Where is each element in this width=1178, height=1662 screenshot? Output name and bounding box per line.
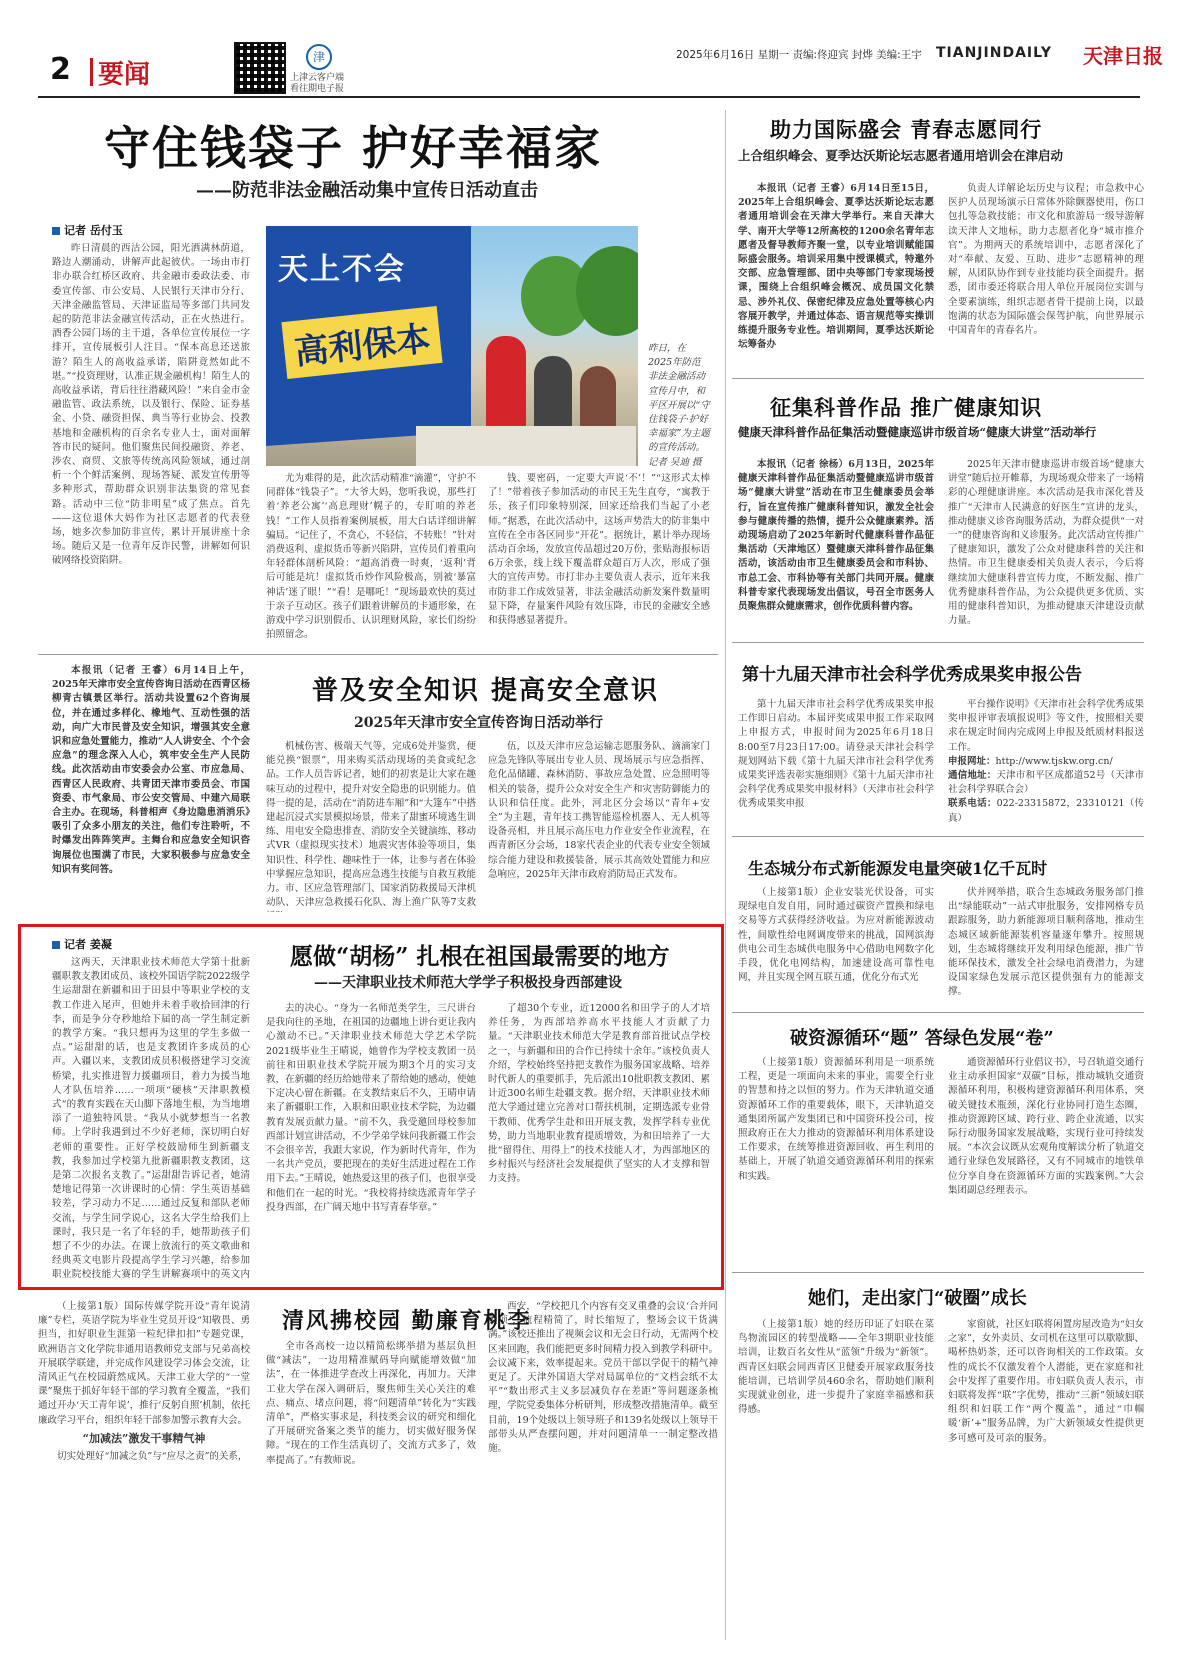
a1-byline: 记者 岳付玉 — [52, 222, 123, 238]
r5-col2 — [948, 1056, 1144, 1264]
r3-phone-label: 联系电话： — [948, 798, 997, 810]
brand-logo: 天津日报 — [1083, 44, 1163, 68]
r6-col1 — [738, 1318, 934, 1640]
r1-subtitle: 上合组织峰会、夏季达沃斯论坛志愿者通用培训会在津启动 — [738, 148, 1064, 163]
a4-col2 — [266, 1340, 476, 1640]
a2-title: 普及安全知识 提高安全意识 — [312, 676, 660, 706]
r4-title: 生态城分布式新能源发电量突破1亿千瓦时 — [748, 859, 1048, 878]
r4-col2 — [948, 886, 1144, 1004]
r3-title: 第十九届天津市社会科学优秀成果奖申报公告 — [742, 665, 1082, 685]
r2-col2-text: 2025年天津市健康巡讲市级首场“健康大讲堂”随后拉开帷幕，为现场观众带来了一场精彩的心理健康讲座。本次活动是我市深化普及推广“天津市人民满意的好医生”宣讲的龙头，推动健康义诊咨询服务活动，为群众提供“一对一”的健康咨询和义诊服务。此次活动宣传推广了健康知识，激发了公众对健康科普的关注和热情。市卫生健康委相关负责人表示，今后将继续加大健康科普宣传力度，不断发掘、推广优秀健康科普作品，为公众提供更多优质、实用的健康科普知识，为推动健康天津建设贡献力量。 — [948, 459, 1144, 627]
a4-col3 — [488, 1300, 718, 1640]
r2-col2 — [948, 458, 1144, 634]
app-line-1: 上津云客户端 — [290, 73, 345, 83]
r5-col1 — [738, 1056, 934, 1264]
r3-site-label: 申报网址： — [948, 755, 996, 767]
a3-col2 — [266, 1002, 476, 1282]
r5-col1-text: （上接第1版）资源循环利用是一项系统工程，更是一项面向未来的事业，需要全行业的智慧和持之以恒的努力。作为天津轨道交通资源循环工作的重要载体，眼下，天津轨道交通集团所属产发集团已和中国资环投公司，按照政府正在大力推动的资源循环利用体系建设工作要求，在统筹推进资源回收、再生利用的基础上，开展了轨道交通资源循环利用的探索和实践。 — [738, 1057, 934, 1182]
a2-col1-text: 本报讯（记者 王睿）6月14日上午，2025年天津市安全宣传咨询日活动在西青区杨柳青古镇景区举行。活动共设置62个咨询展位，并在通过多样化、橡地气、互动性强的活动，向广大市民普及安全知识，增强其安全意识和应急处置能力，推动“人人讲安全、个个会应急”的理念深入人心，筑牢安全生产人民防线。此次活动由市安委会办公室、市应急局、西青区人民政府、共青团天津市委员会、市国资委、市气象局、市公安交管局、中建六局联合主办。在现场，科普相声《身边隐患消消乐》吸引了众多小朋友的关注，他们专注聆听，不时爆发出阵阵笑声。主舞台和应急安全知识咨询展位也围满了市民，大家积极参与应急安全知识有奖问答。 — [52, 665, 250, 875]
a2-col2-text: 机械伤害、极端天气等，完成6处并鉴赏，便能兑换“银票”，用来购买活动现场的美食或纪念品。工作人员告诉记者，她们的初衷是让大家在趣味互动的过程中，提升对安全隐患的识别能力。值得一提的是，活动在“消防进车厢”和“大篷车”中搭建起沉浸式实景模拟场景，带来了甜蜜环境逃生训练、用电安全隐患排查、消防安全关键演练、移动式VR（虚拟现实技术）地震灾害体验等项目，集知识性、科学性、趣味性于一体，让参与者在体验中掌握应急知识，提高应急逃生技能与自救互救能力。市、区应急管理部门、国家消防救援局天津机动队、天津应急救援石化队、海上渔广队等7支救 — [266, 741, 476, 909]
section-bar — [90, 58, 93, 86]
qr-code-icon[interactable] — [234, 42, 286, 94]
a3-title: 愿做“胡杨” 扎根在祖国最需要的地方 — [290, 943, 670, 970]
a3-subtitle: ——天津职业技术师范大学学子积极投身西部建设 — [314, 975, 622, 991]
r2-col1 — [738, 458, 934, 634]
r2-title: 征集科普作品 推广健康知识 — [770, 395, 1043, 420]
a4-col1b-text: 切实处理好“加减之负”与“应尽之责”的关系， — [57, 1451, 248, 1463]
brand-english: TIANJINDAILY — [936, 45, 1052, 61]
r1-col1 — [738, 182, 934, 370]
r2-divider — [732, 642, 1144, 643]
r2-col1-text: 本报讯（记者 徐杨）6月13日，2025年健康天津科普作品征集活动暨健康巡讲市级首场“健康大讲堂”活动在市卫生健康委员会举行，旨在宣传推广健康科普知识，激发全社会参与健康传播的热情，提升公众健康素养。活动现场启动了2025年新时代健康科普作品征集活动（天津地区）暨健康天津科普作品征集活动，该活动由市卫生健康委员会和市科协、市总工会、市科协等有关部门共同开展。健康科普专家代表现场发出倡议，号召全市医务人员聚焦群众健康需求，创作优质科普内容。 — [738, 459, 934, 613]
a4-title: 清风拂校园 勤廉育桃李 — [282, 1308, 532, 1334]
r6-col2-text: 家窗就，社区妇联将闲置房屋改造为“妇女之家”，女外卖员、女司机在这里可以歇歇脚、喝杯热奶茶，还可以咨询相关的工作政策。女性的成长不仅激发着个人潜能，更在家庭和社会中发挥了重要作用。市妇联负责人表示，市妇联将发挥“联”字优势，推动“三新”领域妇联组织和妇联工作“两个覆盖”，通过“巾帼暖‘新’+”服务品牌，为广大新领域女性提供更多可感可及可亲的服务。 — [948, 1319, 1144, 1444]
r3-addr-label: 通信地址： — [948, 770, 997, 782]
a4-col3-text: 西安，“学校把几个内容有交叉重叠的会议‘合并同类项’，流程精简了，时长缩短了，整场会议干货满满。”该校还推出了视频会议和无会日行动，无需两个校区来回跑，我们能把更多时间精力投入到教学科研中。会议减下来，效率提起来。党员干部以学促干的精气神更足了。天津外国语大学对局属单位的“文档会纸不太平”“数出形式主义多层减负存在差距”等问题逐条梳理，学院党委集体分析研判，形成整改措施清单。截至目前，19个处级以上领导班子和139名处级以上领导干部带头从严查摆问题，并对问题清单一一制定整改措施。 — [488, 1301, 718, 1455]
r1-title: 助力国际盛会 青春志愿同行 — [770, 117, 1043, 142]
a4-col1 — [38, 1300, 250, 1640]
a1-col2-text: 尤为难得的是，此次活动精准“滴灌”，守护不同群体“钱袋子”。“大爷大妈，您听我说，那些打着‘养老公寓’‘高息理财’幌子的，专盯咱的养老钱！”工作人员指着案例展板，用大白话详细讲解骗局。“记住了，不贪心，不轻信，不转账！”针对消费返利、虚拟货币等新兴陷阱，宣传员们着重向年轻群体剖析风险：“超高消费一时爽，‘返利’背后可能是坑！虚拟货币炒作风险极高，别被‘暴富神话’迷了眼！”“看！是哪吒！”现场最欢快的莫过于亲子互动区。孩子们跟着讲解员的卡通形象，在游戏中学习识别假币、认识理财风险，家长们纷纷拍照留念。 — [266, 473, 476, 641]
r4-divider — [732, 1012, 1144, 1013]
a1-col1-text: 昨日清晨的西沽公园，阳光洒满林荫道，路边人潮涌动，讲解声此起彼伏。一场由市打非办联合红桥区政府、共金融市委政法委、市委宣传部、市公安局、人民银行天津市分行、天津金融监管局、天津证监局等多部门共同发起的防范非法金融宣传活动，正在火热进行。酒香公园门场的主干道，各单位宣传展位一字排开，宣传展板引人注目。“保本高息还送旅游？陌生人的高收益承诺，陷阱竟然如此不堪。”“投资理财，认准正规金融机构！陌生人的高收益承诺，背后往往潜藏风险！”来自金市金融监管、政法系统，以及银行、保险、证券基金、小贷、融资担保、典当等行业协会、投教基地和金融机构的百余名专业人士，面对面解答市民的疑问。他们聚焦民间投融资、养老、涉农、商贸、文旅等传统高风险领域，通过剖析一个个鲜活案例、现场答疑、派发宣传册等多种形式，帮助群众识别非法集资的常见套路。活动中三位“防非明星”成了焦点。首先——这位退休大妈作为社区志愿者的代表登场，她多次参加防非宣传，累计开展讲座十余场。随后又是一位青年反诈民警，讲解如何识破网络投资陷阱。 — [52, 243, 250, 567]
r6-col2 — [948, 1318, 1144, 1640]
a1-col3 — [488, 472, 710, 644]
a3-col2-text: 去的决心。“身为一名师范类学生，三尺讲台是我向往的圣地，在祖国的边疆地上讲台更让我内心激动不已。”天津职业技术师范大学艺术学院2021级毕业生王晴说，她曾作为学校支教团一员前往和田职业技术学院开展为期3个月的实习支教，在新疆的经历给她带来了帮给她的感动，使她下定决心留在新疆。在支教结束后不久，王晴申请来了新疆职工作，入职和田职业技术学院，为边疆教育发展贡献力量。“前不久，我受邀回母校参加西部计划宣讲活动，不少学弟学妹问我新疆工作会不会很辛苦，我跟大家说，作为新时代青年，作为一名共产党员，要把现在的美好生活进过程在工作用下去。”王晴说，她热爱这里的孩子们，也很享受和他们在一起的时光。“我校将持续选派青年学子投身西部，在广阔天地中书写青春华章。” — [266, 1003, 476, 1213]
a3-col1-text: 这两天，天津职业技术师范大学第十批新疆职教支教团成员、该校外国语学院2022级学生运甜甜在新疆和田于田县中等职业学校的支教工作进入尾声，但她并未着手收拾回津的行李，而是争分夺秒地给下届的高一学生制定新的教学方案。“我只想再为这里的学生多做一点。”运甜甜的话，也是支教团许多成员的心声。入疆以来，支教团成员积极搭建学习交流桥梁，扎实推进智力援疆项目，着力为援当地人才队伍培养……一项项“硬核”天津职教模式“的教育实践在天山脚下落地生根，为当地增添了一道独特风景。“我从小就梦想当一名教师。上学时我遇到过不少好老师，深切明白好老师的重要性。正好学校鼓励师生到新疆支教，我参加过学校第九批新疆职教支教团，这是第二次报名支教了。”运甜甜告诉记者，她清楚地记得第一次讲课时的心情：学生英语基础较差，学习动力不足……通过反复和部队老师交流，与学生同学说心，这名大学生给我们上课时，我只是一名了年轻的手，她帮助孩子们想了不少的办法。在课上放流行的英文歌曲和经典英文电影片段提高学生学习兴趣，给参加职业院校技能大赛的学生讲解赛项中的英文内 — [52, 957, 250, 1281]
banner-text-1: 天上不会 — [278, 252, 406, 287]
a3-col1 — [52, 956, 250, 1282]
issue-meta: 2025年6月16日 星期一 责编:佟迎宾 封烨 美编:王宇 — [676, 49, 922, 61]
section-title: 要闻 — [98, 60, 151, 90]
r6-col1-text: （上接第1版）她的经历印证了妇联在菜鸟物流园区的转型战略——全年3期职业技能培训，让数百名女性从“蓝领”升级为“新领”。西青区妇联会同西青区卫健委开展家政服务技能培训，已培训学员460余名，帮助她们顺利实现就业创业，进一步提升了家庭幸福感和获得感。 — [738, 1319, 934, 1416]
r3-col1-text: 第十九届天津市社会科学优秀成果奖申报工作即日启动。本届评奖成果申报工作采取网上申报方式，申报时间为2025年6月18日8:00至7月23日17:00。请登录天津社会科学规划网站下载《第十九届天津市社会科学优秀成果奖评选表彰实施细则》《第十九届天津市社会科学优秀成果奖申报材料》（天津市社会科学优秀成果奖申报 — [738, 699, 934, 810]
a2-col1 — [52, 664, 250, 912]
column-split — [725, 110, 726, 1640]
a1-col2 — [266, 472, 476, 644]
r3-divider — [732, 836, 1144, 837]
a4-col1-text: （上接第1版）国际传媒学院开设“青年说清廉”专栏，英语学院为毕业生党员开设“知敬畏、勇担当，扣好职业生涯第一粒纪律扣扣”专题党课，欧洲语言文化学院非通用语教师党支部与兄弟高校开展联学联建，并完成作风建设学习体会交流，让清风正气在校园蔚然成风。天津工业大学的“一堂课”聚焦于抓好年轻干部的学习教育全覆盖，“我们通过开办‘天工青年说’，推行‘反躬自照’机制，依托廉政学习平台，组织年轻干部参加警示教育大会。 — [38, 1301, 250, 1426]
r4-col1-text: （上接第1版）企业安装光伏设备，可实现绿电自发自用，同时通过碳资产置换和绿电交易等方式获得经济收益。为应对新能源波动性，间歇性给电网调度带来的挑战，国网滨海供电公司生态城供电服务中心借助电网数字化手段，优化电网结构，加速建设高可靠性电网，并且实现全网互联互通，优化分布式光 — [738, 887, 934, 984]
a1-photo-caption: 昨日，在2025年防范非法金融活动宣传月中，和平区开展以“守住钱袋子·护好幸福家”为主题的宣传活动。记者 吴迪 摄 — [648, 343, 710, 468]
r3-col2-text: 平台操作说明》《天津市社会科学优秀成果奖申报评审表填报说明》等文件，按照相关要求在规定时间内完成网上申报及纸质材料报送工作。 — [948, 699, 1144, 753]
a4-col2-text: 全市各高校一边以精简松绑举措为基层负担做“减法”，一边用精准赋码导向赋能增效做“加法”，在一体推进学查改上再深化，再加力。天津工业大学在深入调研后，聚焦师生关心关注的难点、痛点、堵点问题，将“问题清单”转化为“实践清单”，严格实事求是，科技类会议的研究和细化了开展研究备案之类节的能力，切实做好服务保障。“现在的工作生活真切了，交流方式多了，效率提高了。”有教师说。 — [266, 1341, 476, 1466]
r3-addr: 天津市和平区成都道52号（天津市社会科学界联合会） — [948, 770, 1144, 796]
r2-subtitle: 健康天津科普作品征集活动暨健康巡讲市级首场“健康大讲堂”活动举行 — [738, 425, 1097, 439]
page-number: 2 — [50, 52, 71, 87]
r5-title: 破资源循环“题” 答绿色发展“卷” — [790, 1028, 1054, 1049]
r1-divider — [732, 378, 1144, 379]
r3-fax: （传真） — [948, 798, 1144, 824]
a4-subhead: “加减法”激发干事精气神 — [82, 1431, 206, 1445]
header-rule — [38, 96, 1140, 98]
r5-col2-text: 通资源循环行业倡议书》，号召轨道交通行业主动承担国家“双碳”目标，推动城轨交通资源循环利用，积极构建资源循环利用体系，突破关键技术瓶颈，深化行业协同打造生态圈，推动资源跨区域、跨行业、跨企业流通，以实际行动服务国家发展战略，实现行业可持续发展。“本次会议既从宏观角度解读分析了轨道交通行业绿色发展路径，又有不同城市的地铁单位分享自身在资源循环方面的实践案例。”大会集团副总经理表示。 — [948, 1057, 1144, 1196]
a2-col2 — [266, 740, 476, 912]
a3-col3-text: 了超30个专业，近12000名和田学子的人才培养任务，为西部培养高水平技能人才贡献了力量。“天津职业技术师范大学是教育部首批试点学校之一，与新疆和田的合作已持续十余年。”该校负责人介绍，学校始终坚持把支教作为服务国家战略、培养时代新人的重要抓手，先后派出10批职教支教团、累计近300名师生赴疆支教。据介绍，天津职业技术师范大学通过建立完善对口帮扶机制，定期选派专业骨干教师、优秀学生赴和田开展支教，发挥学科专业优势，助力当地职业教育提质增效，为和田培养了一大批“留得住、用得上”的技术技能人才，为西部地区的乡村振兴与经济社会发展提供了坚实的人才支撑和智力支持。 — [488, 1003, 710, 1185]
r4-col1 — [738, 886, 934, 1004]
r3-phone: 022-23315872，23310121 — [996, 798, 1125, 810]
app-line-2: 看往期电子报 — [290, 84, 345, 94]
r3-col2 — [948, 698, 1144, 826]
r1-col1-text: 本报讯（记者 王睿）6月14日至15日，2025年上合组织峰会、夏季达沃斯论坛志愿者通用培训会在天津大学举行。来自天津大学、南开大学等12所高校的1200余名青年志愿者及督导教师齐聚一堂，以专业培训赋能国际盛会服务。培训采用集中授课模式，特邀外交部、应急管理部、团中央等部门专家现场授课，围绕上合组织峰会概况、成员国文化禁忌、涉外礼仪、保密纪律及应急处置等核心内容展开教学，并通过体态、语言规范等实操训练提升服务专业性。培训期间，夏季达沃斯论坛筹备办 — [738, 183, 934, 351]
a1-photo — [266, 226, 638, 466]
r1-col2-text: 负责人详解论坛历史与议程；市急救中心医护人员现场演示日常体外除颤器使用，伤口包扎等急救技能；市文化和旅游局一级导游解读天津人文地标，助力志愿者化身“城市推介官”。为期两天的系统培训中，志愿者深化了对“奉献、友爱、互助、进步”志愿精神的理解，从团队协作到专业技能均获全面提升。据悉，团市委还将联合用人单位开展岗位实训与全要素演练，组织志愿者骨干提前上岗，以最饱满的状态为国际盛会保驾护航，向世界展示中国青年的青春名片。 — [948, 183, 1144, 337]
a1-col1 — [52, 242, 250, 644]
a1-title: 守住钱袋子 护好幸福家 — [104, 121, 603, 175]
a2-subtitle: 2025年天津市安全宣传咨询日活动举行 — [354, 715, 603, 731]
a1-col3-text: 钱、要密码，一定要大声说‘不’！”“这形式太棒了！”带着孩子参加活动的市民王先生直夸，“寓教于乐，孩子们印象特别深，回家还给我们当起了小老师。”据悉，在此次活动中，这场声势浩大的防非集中宣传在全市各区同步“开花”。据统计，累计举办现场活动百余场，发放宣传品超过20万份，张贴海报标语6万余张，线上线下覆盖群众超百万人次，形成了强大的宣传声势。市打非办主要负责人表示，近年来我市防非工作成效显著，非法金融活动新发案件数量明显下降，存量案件风险有效压降，市民的金融安全感和获得感显著提升。 — [488, 473, 710, 627]
r3-col1 — [738, 698, 934, 826]
banner-text-2: 高利保本 — [281, 306, 442, 379]
a2-col3 — [488, 740, 710, 912]
a1-divider — [38, 654, 718, 655]
r5-divider — [732, 1272, 1144, 1273]
app-logo-icon: 津 — [306, 44, 332, 70]
a3-col3 — [488, 1002, 710, 1282]
r3-site[interactable]: http://www.tjskw.org.cn/ — [995, 755, 1113, 767]
a2-col3-text: 伍，以及天津市应急运输志愿服务队、滴滴家门应急先锋队等展出专业人员、现场展示与应急指挥、危化品储罐、森林消防、事故应急处置、应急照明等相关的装备，提升公众对安全生产和灾害防御能力的认识和信任度。此外，河北区分会场以“青年+安全”为主题，青年技工携智能巡检机器人、无人机等设备亮相，并且展示高压电力作业安全作业流程，在西青新区分会场，18家代表企业的代表专业安全领域综合能力建设和救援装备，展示其高效处置能力和应急响应，2025年天津市政府消防局正式发布。 — [488, 741, 710, 880]
r4-col2-text: 伏并网举措，联合生态城政务服务部门推出“绿能联动”一站式审批服务，安排网格专员跟踪服务，助力新能源项目顺利落地，推动生态城区域新能源装机容量逐年攀升。按照规划，生态城将继续开发利用绿色能源，推广节能环保技术，激发全社会绿电消费潜力，为建设国家绿色发展示范区提供强有力的能源支撑。 — [948, 887, 1144, 998]
a3-byline: 记者 姜凝 — [52, 936, 112, 952]
r1-col2 — [948, 182, 1144, 370]
a1-subtitle: ——防范非法金融活动集中宣传日活动直击 — [196, 180, 538, 201]
r6-title: 她们，走出家门“破圈”成长 — [808, 1288, 1027, 1309]
